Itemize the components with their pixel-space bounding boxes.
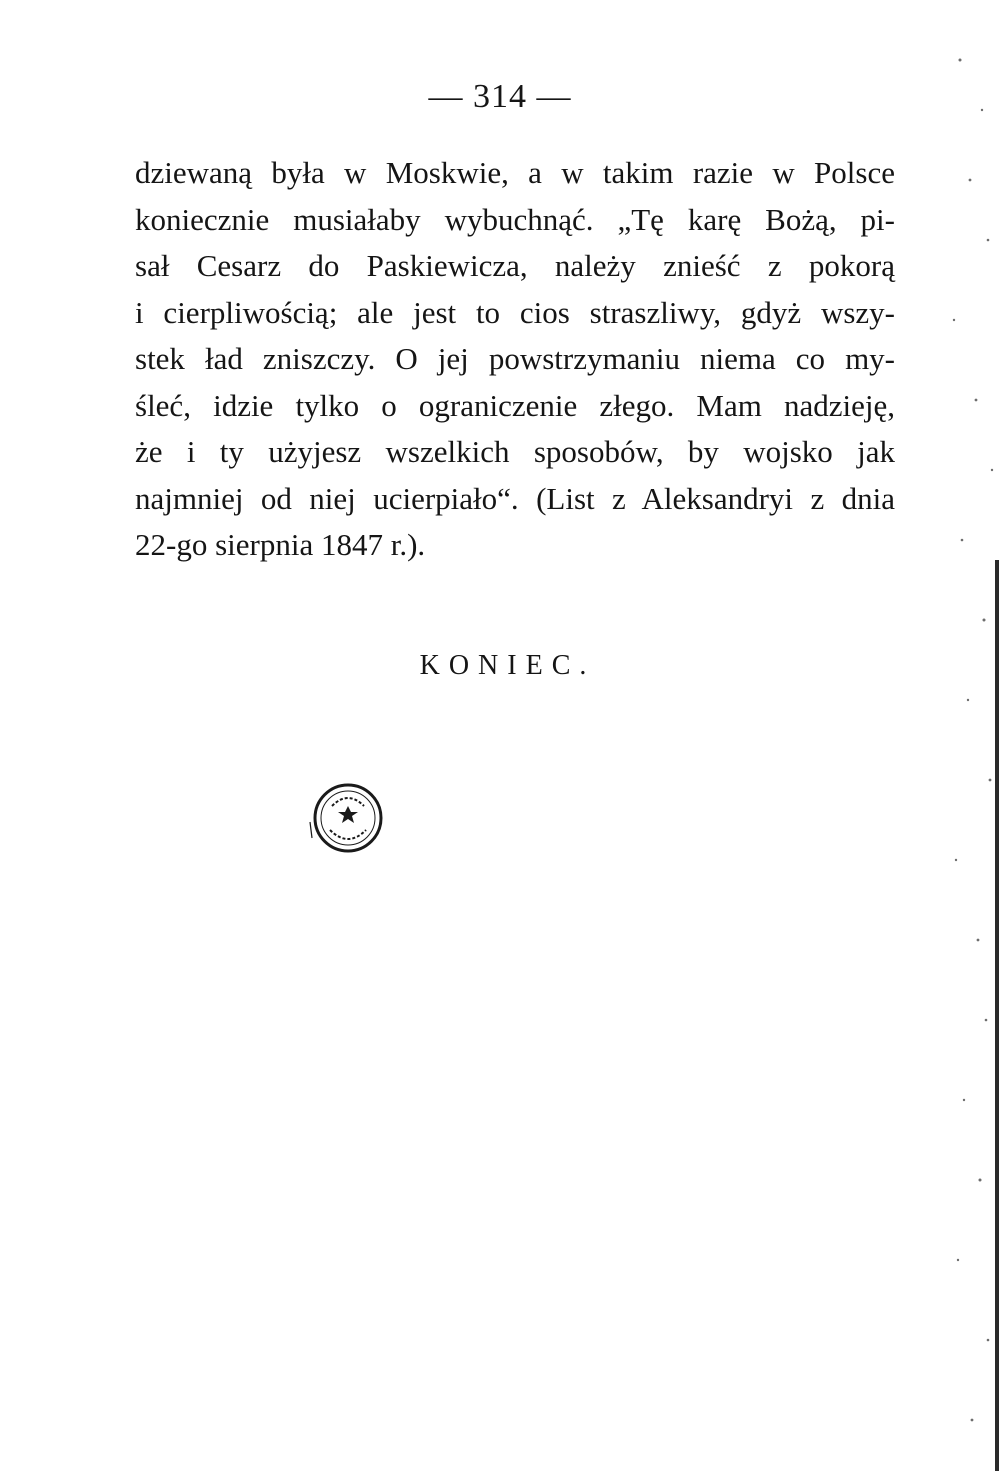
text-line: stek ład zniszczy. O jej powstrzymaniu niema co my- [135,341,895,376]
text-line: dziewaną była w Moskwie, a w takim razie w Polsce [135,155,895,190]
body-text [135,150,895,569]
text-line: 22-go sierpnia 1847 r.). [135,527,426,562]
text-line: śleć, idzie tylko o ograniczenie złego. Mam nadzieję, [135,387,895,423]
page-edge-shadow [940,0,1000,1471]
finis-heading: KONIEC. [419,650,596,681]
text-line: najmniej od niej ucierpiało“. (List z Aleksandryi z dnia [135,480,895,516]
text-line: sał Cesarz do Paskiewicza, należy znieść z pokorą [135,248,895,283]
text-line: i cierpliwością; ale jest to cios straszliwy, gdyż wszy- [135,294,895,330]
text-line: że i ty użyjesz wszelkich sposobów, by wojsko jak [135,434,895,469]
library-stamp-icon [308,776,388,860]
text-line: koniecznie musiałaby wybuchnąć. „Tę karę Bożą, pi- [135,201,895,237]
page-number: — 314 — [428,78,572,115]
